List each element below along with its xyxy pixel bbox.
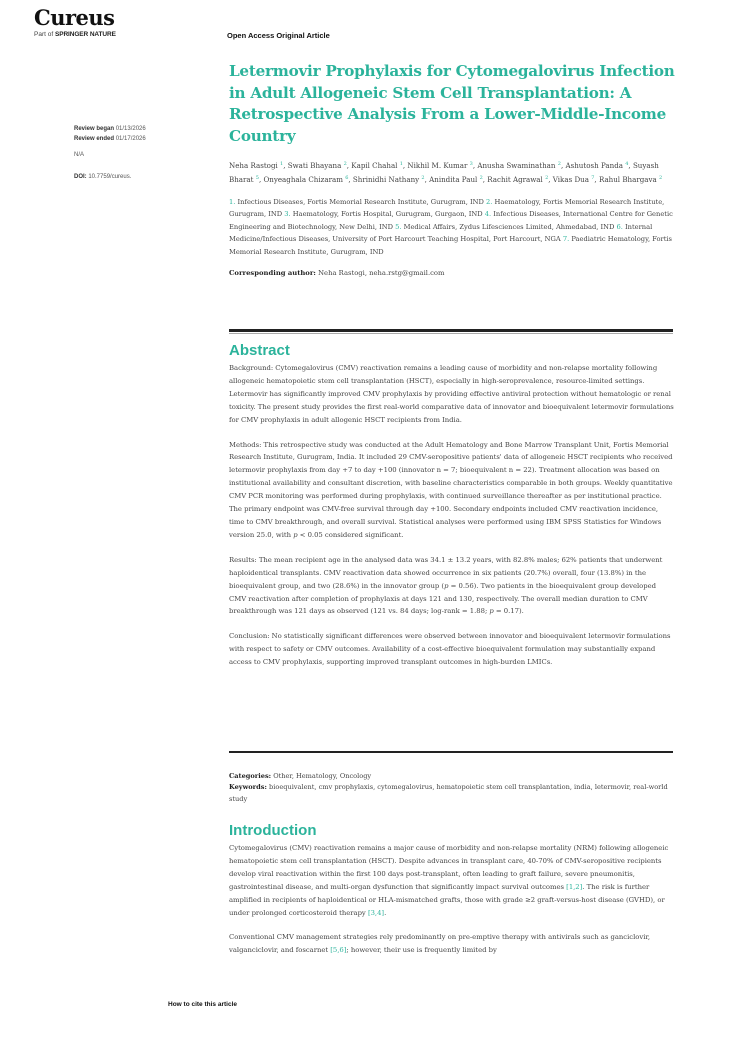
author-affiliation-number[interactable]: 6: [345, 175, 349, 181]
logo-sub-brand: SPRINGER NATURE: [54, 31, 116, 38]
doi: [74, 172, 214, 182]
affiliation: [284, 210, 482, 218]
author-name[interactable]: Swati Bhayana: [287, 161, 342, 170]
corresponding-label: Corresponding author:: [229, 269, 316, 278]
citation-link[interactable]: [5,6]: [330, 946, 347, 955]
section-divider-bottom: [229, 751, 673, 753]
review-ended-label: Review ended: [74, 136, 115, 142]
affiliation-number: 7.: [562, 235, 570, 244]
author[interactable]: [263, 175, 348, 184]
author-name[interactable]: Onyeaghala Chizaram: [263, 175, 343, 184]
author[interactable]: [288, 161, 347, 170]
keywords-value: bioequivalent, cmv prophylaxis, cytomegalovirus, hematopoietic stem cell transplantation, india, letermovir, real-world study: [229, 783, 668, 803]
abstract-conclusion: Conclusion: No statistically significant differences were observed between innovator and bioequivalent letermovir formulations with respect to safety or CMV outcomes. Availability of a cost-effective bioequivalent formulation may substantially expand access to CMV prophylaxis, supporting improved transplant outcomes in high-burden LMICs.: [229, 632, 671, 667]
review-began: [74, 124, 214, 134]
doi-label: DOI:: [74, 174, 87, 180]
abstract-heading: Abstract: [229, 342, 290, 359]
logo-subtitle: [34, 31, 116, 38]
introduction-heading: Introduction: [229, 822, 317, 839]
abstract-methods: [229, 439, 675, 542]
keywords-label: Keywords:: [229, 783, 267, 792]
author[interactable]: [565, 161, 628, 170]
review-ended: [74, 134, 214, 144]
corresponding-author: [229, 269, 675, 277]
keywords: [229, 782, 675, 805]
logo-sub-prefix: Part of: [34, 31, 54, 38]
affiliation-number: 5.: [395, 222, 402, 231]
categories: [229, 771, 675, 782]
citation-link[interactable]: [1,2]: [566, 882, 583, 891]
introduction-paragraph-1: [229, 842, 675, 919]
intro-p1-text-end: .: [384, 908, 387, 917]
author-name[interactable]: Rachit Agrawal: [487, 175, 543, 184]
categories-label: Categories:: [229, 772, 272, 780]
author-affiliation-number[interactable]: 2: [479, 175, 483, 181]
author-name[interactable]: Rahul Bhargava: [598, 175, 657, 184]
review-sidebar: [74, 124, 214, 182]
author-name[interactable]: Shrinidhi Nathany: [352, 175, 420, 184]
author-affiliation-number[interactable]: 4: [625, 161, 629, 167]
author[interactable]: [351, 161, 403, 170]
author-name[interactable]: Nikhil M. Kumar: [407, 161, 468, 170]
author[interactable]: [599, 175, 662, 184]
how-to-cite-heading: How to cite this article: [168, 1001, 237, 1008]
affiliation-text: Paediatric Hematology, Fortis Memorial Research Institute, Gurugram, IND: [229, 235, 672, 256]
abstract-section: [229, 342, 675, 681]
results-p-symbol-2: p: [489, 607, 494, 616]
results-text-mid: = 0.56). Two patients in the bioequivalent group developed CMV reactivation after completion of prophylaxis at days 121 and 130, respectively. The overall median duration to CMV breakthrough was 121 days as observed (121 vs. 84 days; log-rank = 1.88;: [229, 581, 657, 616]
methods-text: Methods: This retrospective study was conducted at the Adult Hematology and Bone Marrow Transplant Unit, Fortis Memorial Research Institute, Gurugram, India. It included 29 CMV-seropositive patients' data of allogeneic HSCT recipients who received letermovir prophylaxis from day +7 to day +100 (innovator n = 7; bioequivalent n = 22). Treatment allocation was based on institutional availability and consultant discretion, with baseline characteristics comparable in both groups. Weekly quantitative CMV PCR monitoring was performed during prophylaxis, with continued surveillance thereafter as per institutional practice. The primary endpoint was CMV-free survival through day +100. Secondary endpoints included CMV reactivation incidence, time to CMV breakthrough, and overall survival. Statistical analyses were performed using IBM SPSS Statistics for Windows version 25.0, with: [229, 440, 673, 539]
author-list: Neha Rastogi $^1$, Swati Bhayana $^2$, Kapil Chahal $^1$, Nikhil M. Kumar $^3$, Anusha Swaminathan $^2$, Ashutosh Panda $^4$, Suyash Bharat $^5$, Onyeaghala Chizaram $^6$, Shrinidhi Nathany $^2$, Anindita Paul $^2$, Rachit Agrawal $^2$, Vikas Dua $^7$, Rahul Bhargava $^2$: [229, 161, 663, 184]
methods-text-end: < 0.05 considered significant.: [297, 530, 404, 539]
author-affiliation-number[interactable]: 7: [591, 175, 595, 181]
citation-link[interactable]: [3,4]: [367, 908, 385, 917]
author-name[interactable]: Kapil Chahal: [351, 161, 398, 170]
author[interactable]: [429, 175, 483, 184]
author[interactable]: [553, 175, 595, 184]
affiliation-text: Internal Medicine/Infectious Diseases, University of Port Harcourt Teaching Hospital, Port Harcourt, NGA: [229, 222, 653, 244]
abstract-results: [229, 554, 675, 619]
results-text: Results: The mean recipient age in the analysed data was 34.1 ± 13.2 years, with 82.8% males; 62% patients that underwent haploidentical transplants. CMV reactivation data showed occurrence in six patients (20.7%) overall, four (13.8%) in the bioequivalent group, and two (28.6%) in the innovator group (: [229, 555, 663, 590]
affiliation: [229, 198, 484, 206]
introduction-paragraph-2: [229, 931, 675, 957]
author-affiliation-number[interactable]: 2: [557, 161, 561, 167]
logo-wordmark: Cureus: [34, 5, 115, 30]
author-affiliation-number[interactable]: 2: [659, 175, 663, 181]
article-meta: [229, 771, 675, 805]
review-began-date: 01/13/2026: [115, 126, 146, 132]
author[interactable]: [353, 175, 425, 184]
affiliation-text: Haematology, Fortis Hospital, Gurugram, Gurgaon, IND: [292, 210, 483, 219]
author-affiliation-number[interactable]: 1: [399, 161, 403, 167]
affiliation-list: [229, 196, 675, 258]
affiliation-number: 3.: [284, 210, 291, 219]
affiliation-number: 4.: [484, 210, 492, 219]
affiliation-text: Infectious Diseases, Fortis Memorial Research Institute, Gurugram, IND: [237, 198, 484, 206]
results-p-symbol: p: [444, 581, 449, 590]
review-ended-date: 01/17/2026: [115, 136, 146, 142]
intro-p1-text: Cytomegalovirus (CMV) reactivation remains a major cause of morbidity and non-relapse mortality (NRM) following allogeneic hematopoietic stem cell transplantation (HSCT). Despite advances in transplant care, 40-70% of CMV-seropositive recipients develop viral reactivation within the first 100 days post-transplant, often leading to graft failure, severe pneumonitis, gastrointestinal disease, and multi-organ dysfunction that significantly impact survival outcomes: [229, 844, 669, 891]
affiliation-text: Medical Affairs, Zydus Lifesciences Limited, Ahmedabad, IND: [403, 222, 615, 231]
author-affiliation-number[interactable]: 5: [255, 175, 259, 181]
introduction-section: [229, 822, 675, 969]
author-name[interactable]: Anusha Swaminathan: [477, 161, 556, 170]
author[interactable]: [407, 161, 472, 170]
affiliation: [395, 223, 614, 231]
author-name[interactable]: Ashutosh Panda: [565, 161, 623, 170]
article-header: [229, 61, 675, 277]
intro-p1-text-mid: . The risk is further amplified in recipients of haploidentical or HLA-mismatched grafts, those with grade ≥2 graft-versus-host disease (GVHD), or under prolonged corticosteroid therapy: [229, 882, 665, 917]
intro-p2-text-end: ; however, their use is frequently limited by: [346, 946, 497, 955]
corresponding-value[interactable]: Neha Rastogi, neha.rstg@gmail.com: [318, 269, 445, 278]
affiliation-text: Haematology, Fortis Memorial Research Institute, Gurugram, IND: [229, 198, 665, 219]
review-began-label: Review began: [74, 126, 115, 132]
author[interactable]: [487, 175, 548, 184]
author-name[interactable]: Suyash Bharat: [229, 161, 659, 184]
author-affiliation-number[interactable]: 2: [343, 161, 347, 167]
author-affiliation-number[interactable]: 2: [545, 175, 549, 181]
results-text-end: = 0.17).: [493, 607, 524, 616]
author-affiliation-number[interactable]: 3: [469, 161, 473, 167]
affiliation-number: 2.: [486, 198, 493, 206]
affiliation-number: 1.: [229, 198, 236, 206]
section-divider-top: [229, 329, 673, 332]
author[interactable]: [477, 161, 561, 170]
author-name[interactable]: Vikas Dua: [552, 175, 589, 184]
abstract-background: Background: Cytomegalovirus (CMV) reactivation remains a leading cause of morbidity and non-relapse mortality following allogeneic hematopoietic stem cell transplantation (HSCT), especially in high-seroprevalence, resource-limited settings. Letermovir has significantly improved CMV prophylaxis by providing effective antiviral protection without hematologic or renal toxicity. The present study provides the first real-world comparative data of innovator and bioequivalent letermovir formulations for CMV prophylaxis in adult allogenic HSCT recipients from India.: [229, 364, 674, 424]
affiliation-text: Infectious Diseases, International Centre for Genetic Engineering and Biotechnology, New Delhi, IND: [229, 210, 673, 231]
categories-value: Other, Hematology, Oncology: [273, 772, 372, 780]
author[interactable]: [229, 161, 283, 170]
author-affiliation-number[interactable]: 2: [421, 175, 425, 181]
affiliation-number: 6.: [616, 222, 623, 231]
published-na: N/A: [74, 152, 85, 158]
intro-p2-text: Conventional CMV management strategies rely predominantly on pre-emptive therapy with antivirals such as ganciclovir, valganciclovir, and foscarnet: [229, 933, 651, 955]
article-type-label: Open Access Original Article: [227, 31, 330, 40]
doi-value[interactable]: 10.7759/cureus.: [88, 174, 132, 180]
article-title: Letermovir Prophylaxis for Cytomegalovirus Infection in Adult Allogeneic Stem Cell Transplantation: A Retrospective Analysis From a Lower-Middle-Income Country: [229, 62, 675, 145]
author-name[interactable]: Neha Rastogi: [229, 161, 278, 170]
cureus-logo[interactable]: [34, 6, 116, 38]
author-affiliation-number[interactable]: 1: [280, 161, 284, 167]
author-name[interactable]: Anindita Paul: [429, 175, 478, 184]
methods-p-symbol: p: [293, 530, 298, 539]
